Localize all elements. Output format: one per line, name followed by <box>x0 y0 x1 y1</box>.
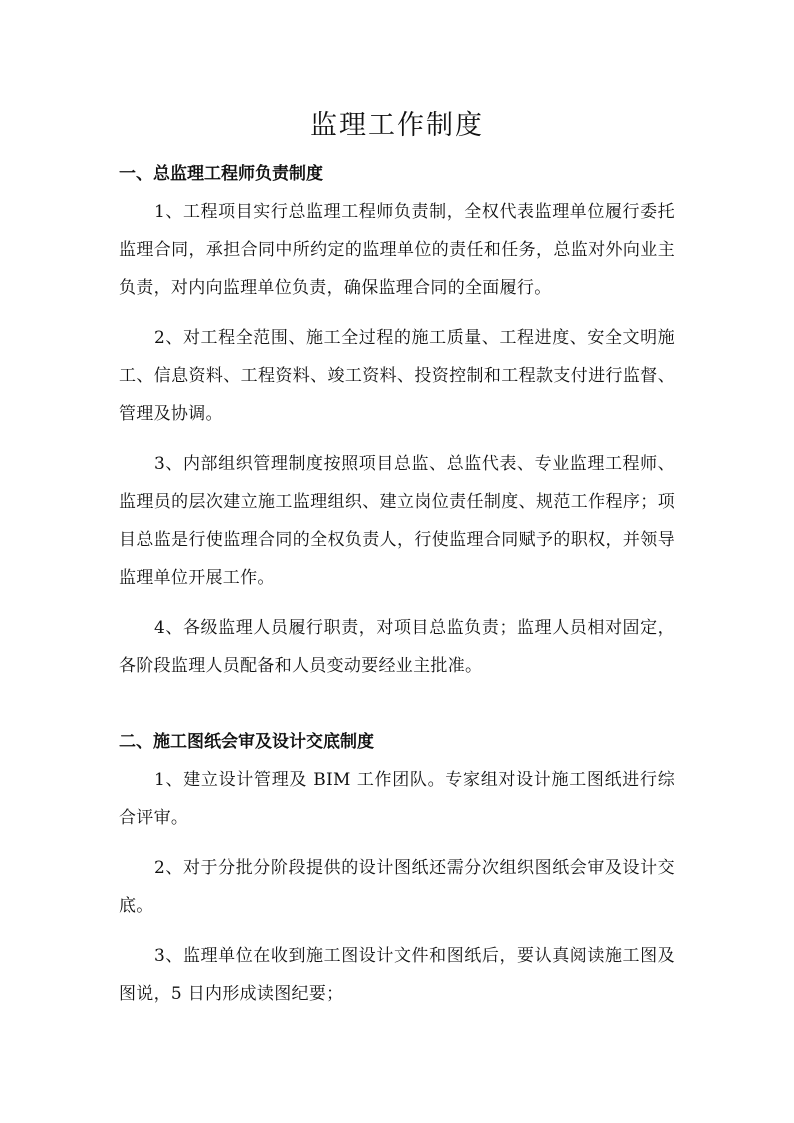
paragraph: 2、对工程全范围、施工全过程的施工质量、工程进度、安全文明施工、信息资料、工程资料、竣工资料、投资控制和工程款支付进行监督、管理及协调。 <box>119 328 675 424</box>
paragraph: 2、对于分批分阶段提供的设计图纸还需分次组织图纸会审及设计交底。 <box>119 858 675 916</box>
section-heading: 一、总监理工程师负责制度 <box>119 164 323 184</box>
paragraph: 3、监理单位在收到施工图设计文件和图纸后，要认真阅读施工图及图说，5 日内形成读图纪要； <box>119 946 675 1004</box>
paragraph: 1、工程项目实行总监理工程师负责制，全权代表监理单位履行委托监理合同，承担合同中所约定的监理单位的责任和任务，总监对外向业主负责，对内向监理单位负责，确保监理合同的全面履行。 <box>119 202 675 298</box>
paragraph: 1、建立设计管理及 BIM 工作团队。专家组对设计施工图纸进行综合评审。 <box>119 770 675 828</box>
section-supervisor-responsibility <box>119 155 675 685</box>
paragraph: 4、各级监理人员履行职责，对项目总监负责；监理人员相对固定，各阶段监理人员配备和人员变动要经业主批准。 <box>119 618 675 676</box>
document-body <box>119 155 675 1013</box>
section-drawing-review <box>119 723 675 1013</box>
paragraph: 3、内部组织管理制度按照项目总监、总监代表、专业监理工程师、监理员的层次建立施工监理组织、建立岗位责任制度、规范工作程序；项目总监是行使监理合同的全权负责人，行使监理合同赋予的职权，并领导监理单位开展工作。 <box>119 454 675 588</box>
section-heading: 二、施工图纸会审及设计交底制度 <box>119 732 374 752</box>
page-title: 监理工作制度 <box>310 110 484 142</box>
